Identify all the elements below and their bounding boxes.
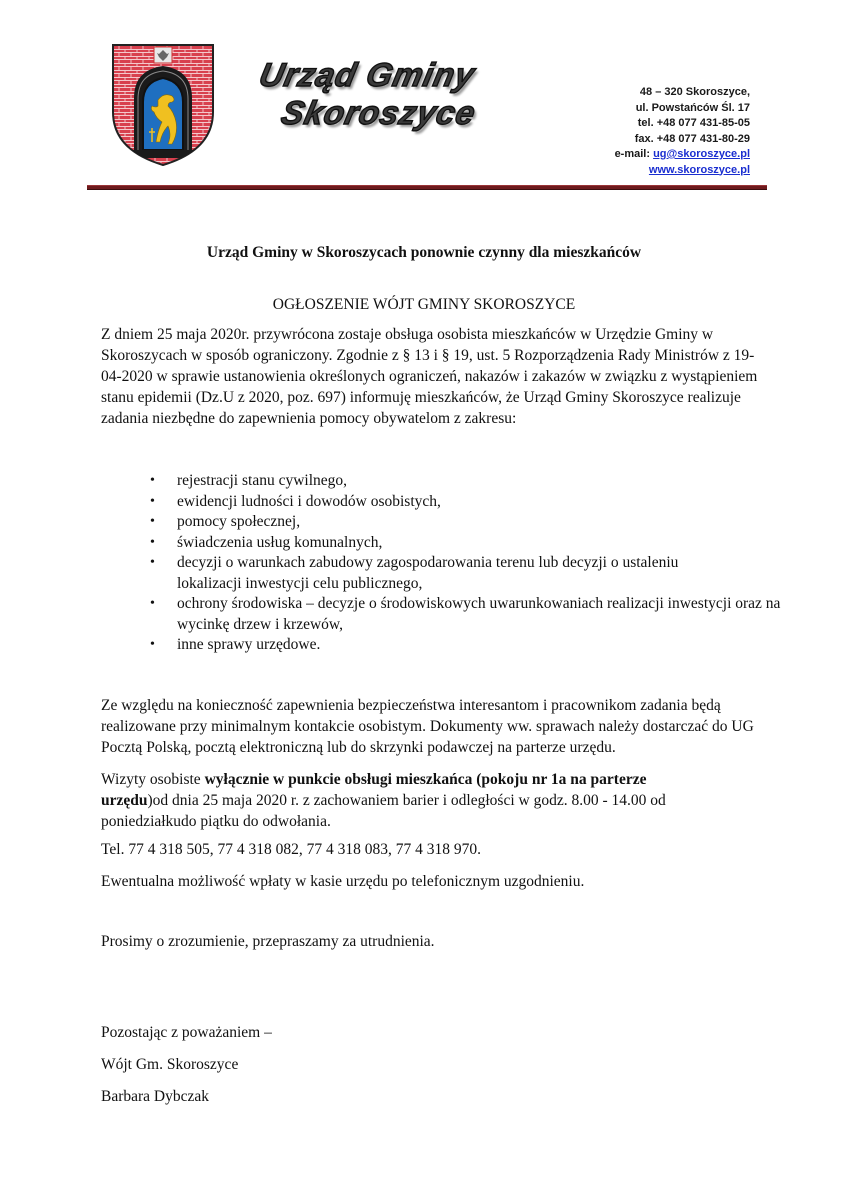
- list-item: • pomocy społecznej,: [150, 512, 790, 533]
- bullet-icon: •: [150, 596, 155, 611]
- email-label: e-mail:: [614, 148, 654, 160]
- signature-title: Wójt Gm. Skoroszyce: [101, 1056, 239, 1073]
- announcement-title: OGŁOSZENIE WÓJT GMINY SKOROSZYCE: [272, 296, 576, 313]
- bullet-icon: •: [150, 555, 155, 570]
- list-item: • inne sprawy urzędowe.: [150, 635, 790, 656]
- list-item: • ochrony środowiska – decyzje o środowiskowych uwarunkowaniach realizacji inwestycji oraz na wycinkę drzew i krzewów,: [150, 595, 781, 633]
- website-link[interactable]: www.skoroszyce.pl: [648, 163, 750, 176]
- bullet-icon: •: [150, 473, 155, 488]
- logo-line-2: Skoroszyce: [278, 94, 480, 131]
- fax-number: fax. +48 077 431-80-29: [634, 132, 750, 145]
- list-item: • rejestracji stanu cywilnego,: [150, 471, 790, 492]
- services-list: [150, 471, 790, 656]
- website-line: [615, 163, 750, 179]
- closing-line: Pozostając z poważaniem –: [101, 1024, 272, 1041]
- letterhead: [0, 0, 848, 200]
- visits-paragraph: [101, 769, 701, 832]
- visits-prefix: Wizyty osobiste: [101, 771, 205, 788]
- phone-number: tel. +48 077 431-85-05: [637, 117, 750, 129]
- bullet-icon: •: [150, 637, 155, 652]
- coat-of-arms-icon: [110, 42, 216, 168]
- document-headline: Urząd Gminy w Skoroszycach ponownie czynny dla mieszkańców: [206, 244, 642, 261]
- contact-block: [615, 85, 750, 178]
- bullet-icon: •: [150, 534, 155, 550]
- email-line: [615, 147, 750, 163]
- logo-line-1: Urząd Gminy: [256, 56, 479, 93]
- list-item: • ewidencji ludności i dowodów osobistych,: [150, 492, 790, 513]
- intro-paragraph: Z dniem 25 maja 2020r. przywrócona zostaje obsługa osobista mieszkańców w Urzędzie Gminy w Skoroszycach w sposób ograniczony. Zgodnie z § 13 i § 19, ust. 5 Rozporządzenia Rady Ministrów z 19-04-2020 w sprawie ustanowienia określonych ograniczeń, nakazów i zakazów w związku z wystąpieniem stanu epidemii (Dz.U z 2020, poz. 697) informuję mieszkańców, że Urząd Gminy Skoroszyce realizuje zadania niezbędne do zapewnienia pomocy obywatelom z zakresu:: [101, 326, 758, 427]
- bullet-icon: •: [150, 493, 155, 509]
- office-logo-wordmark: [252, 56, 562, 136]
- email-link[interactable]: ug@skoroszyce.pl: [653, 148, 750, 160]
- postal-address: 48 – 320 Skoroszyce,: [639, 86, 750, 98]
- bullet-icon: •: [150, 514, 155, 529]
- street-address: ul. Powstańców Śl. 17: [635, 101, 750, 114]
- list-item: • świadczenia usług komunalnych,: [150, 533, 790, 554]
- signature-name: Barbara Dybczak: [101, 1088, 210, 1105]
- apology-paragraph: Prosimy o zrozumienie, przepraszamy za utrudnienia.: [101, 933, 435, 950]
- phones-paragraph: Tel. 77 4 318 505, 77 4 318 082, 77 4 318 083, 77 4 318 970.: [101, 841, 481, 858]
- list-item: • decyzji o warunkach zabudowy zagospodarowania terenu lub decyzji o ustaleniu lokalizacji inwestycji celu publicznego,: [150, 554, 679, 592]
- payment-paragraph: Ewentualna możliwość wpłaty w kasie urzędu po telefonicznym uzgodnieniu.: [101, 873, 585, 890]
- header-divider: [87, 185, 767, 190]
- visits-details: )od dnia 25 maja 2020 r. z zachowaniem barier i odległości w godz. 8.00 - 14.00 od poniedziałkudo piątku do odwołania.: [101, 792, 666, 830]
- visits-location: wyłącznie w punkcie obsługi mieszkańca (pokoju nr 1a na parterze urzędu: [101, 771, 647, 809]
- safety-paragraph: Ze względu na konieczność zapewnienia bezpieczeństwa interesantom i pracownikom zadania będą realizowane przy minimalnym kontakcie osobistym. Dokumenty ww. sprawach należy dostarczać do UG Pocztą Polską, pocztą elektroniczną lub do skrzynki podawczej na parterze urzędu.: [101, 697, 754, 756]
